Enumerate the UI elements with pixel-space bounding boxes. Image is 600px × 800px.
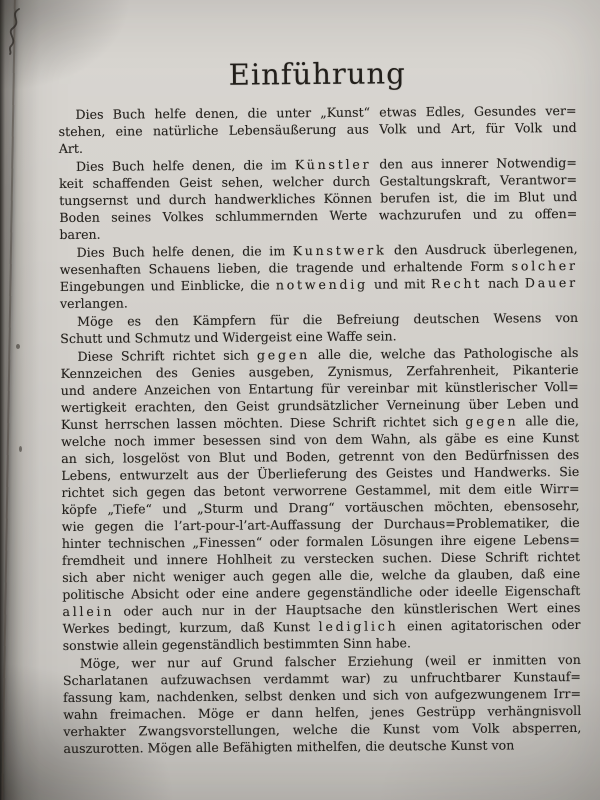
text-line: Eingebungen und Einblicke, die notwendig und mit Recht nach Dauer	[59, 274, 578, 295]
text-line: Kennzeichen des Genies ausgeben, Zynismus, Zerfahrenheit, Pikanterie	[60, 361, 579, 382]
paragraph	[59, 154, 578, 243]
text-line: an sich, losgelöst von Blut und Boden, getrennt von den Bedürfnissen des	[61, 446, 580, 467]
text-line: wie gegen die l’art-pour-l’art-Auffassung der Durchaus=Problematiker, die	[61, 514, 580, 535]
text-line: baren.	[59, 226, 101, 243]
text-line: Lebens, entwurzelt aus der Überlieferung des Geistes und Handwerks. Sie	[61, 463, 580, 484]
text-line: Möge es den Kämpfern für die Befreiung deutschen Wesens von	[77, 309, 579, 329]
text-line: tungsernst und durch handwerkliches Können berufen ist, die im Blut und	[59, 188, 578, 209]
emphasized-word: Kunstwerk	[292, 242, 387, 259]
text-line: Dies Buch helfe denen, die unter „Kunst“ etwas Edles, Gesundes ver=	[75, 102, 577, 122]
text-line: Dies Buch helfe denen, die im Künstler den aus innerer Notwendig=	[75, 154, 577, 174]
emphasized-word: gegen	[465, 413, 519, 429]
paragraph	[60, 309, 578, 347]
body-text	[58, 102, 581, 757]
emphasized-word: notwendig	[275, 276, 369, 293]
page-title: Einführung	[228, 56, 406, 92]
pen-mark	[2, 6, 28, 56]
emphasized-word: gegen	[256, 347, 311, 363]
paragraph	[58, 102, 576, 157]
page-gutter-crease	[1, 0, 16, 800]
text-line: welche noch immer besessen sind von dem Wahn, als gäbe es eine Kunst	[61, 429, 580, 450]
text-line: wesenhaften Schauens lieben, die tragende und erhaltende Form solcher	[59, 257, 578, 278]
text-line: auszurotten. Mögen alle Befähigten mithelfen, die deutsche Kunst von	[63, 737, 515, 757]
text-line: wertigkeit erachten, den Geist grundsätzlicher Verneinung über Leben und	[60, 395, 579, 416]
paragraph	[60, 240, 579, 312]
text-line: sonstwie allein gegenständlich bestimmten Sinn habe.	[62, 635, 412, 654]
text-line: fassung kam, nachdenken, selbst denken und sich von aufgezwungenem Irr=	[63, 685, 582, 706]
text-line: fremdheit und innere Hohlheit zu verstecken suchen. Diese Schrift richtet	[61, 548, 581, 569]
text-line: Scharlatanen aufzuwachsen verdammt war) zu unfruchtbarer Kunstauf=	[62, 668, 582, 689]
text-line: sich aber nicht weniger auch gegen alle die, welche da glauben, daß eine	[62, 565, 581, 586]
edge-speck	[16, 344, 20, 349]
text-line: allein oder auch nur in der Hauptsache den künstlerischen Wert eines	[62, 599, 581, 620]
text-line: Dies Buch helfe denen, die im Kunstwerk den Ausdruck überlegenen,	[76, 240, 578, 260]
emphasized-word: solcher	[511, 257, 578, 274]
text-line: verhakter Zwangsvorstellungen, welche die Kunst vom Volk absperren,	[63, 719, 582, 740]
emphasized-word: Künstler	[294, 156, 372, 173]
text-line: Schutt und Schmutz und Widergeist eine Waffe sein.	[60, 328, 397, 347]
emphasized-word: Recht	[431, 275, 483, 292]
text-line: keit schaffenden Geist sehen, welcher durch Gestaltungskraft, Verantwor=	[58, 171, 578, 192]
text-line: Möge, wer nur auf Grund falscher Erziehung (weil er inmitten von	[79, 651, 581, 671]
text-line: Boden seines Volkes schlummernden Werte wachzurufen und zu offen=	[59, 205, 578, 226]
text-line: Art.	[58, 140, 84, 157]
text-line: hinter technischen „Finessen“ oder formalen Lösungen ihre eigene Lebens=	[61, 531, 580, 552]
text-line: richtet sich gegen das betont verworrene Gestammel, mit dem eitle Wirr=	[61, 480, 580, 501]
text-line: stehen, eine natürliche Lebensäußerung aus Volk und Art, für Volk und	[58, 119, 577, 140]
emphasized-word: Dauer	[524, 274, 578, 291]
text-line: verlangen.	[59, 295, 128, 312]
emphasized-word: lediglich	[318, 618, 399, 635]
text-line: Werkes bedingt, kurzum, daß Kunst lediglich einen agitatorischen oder	[62, 616, 581, 637]
paragraph	[63, 651, 582, 757]
page-text	[58, 0, 582, 758]
text-line: Kunst herrschen lassen möchten. Diese Schrift richtet sich gegen alle die,	[60, 412, 579, 433]
paragraph	[60, 344, 580, 654]
text-line: köpfe „Tiefe“ und „Sturm und Drang“ vortäuschen möchten, ebensosehr,	[61, 497, 580, 518]
text-line: Diese Schrift richtet sich gegen alle die, welche das Pathologische als	[77, 344, 579, 364]
text-line: politische Absicht oder eine andere gegenständliche oder ideelle Eigenschaft	[62, 582, 581, 603]
text-line: wahn freimachen. Möge er dann helfen, jenes Gestrüpp verhängnisvoll	[63, 702, 582, 723]
edge-speck	[19, 446, 22, 452]
text-line: und andere Anzeichen von Entartung für vereinbar mit künstlerischer Voll=	[60, 378, 579, 399]
emphasized-word: allein	[62, 603, 115, 620]
